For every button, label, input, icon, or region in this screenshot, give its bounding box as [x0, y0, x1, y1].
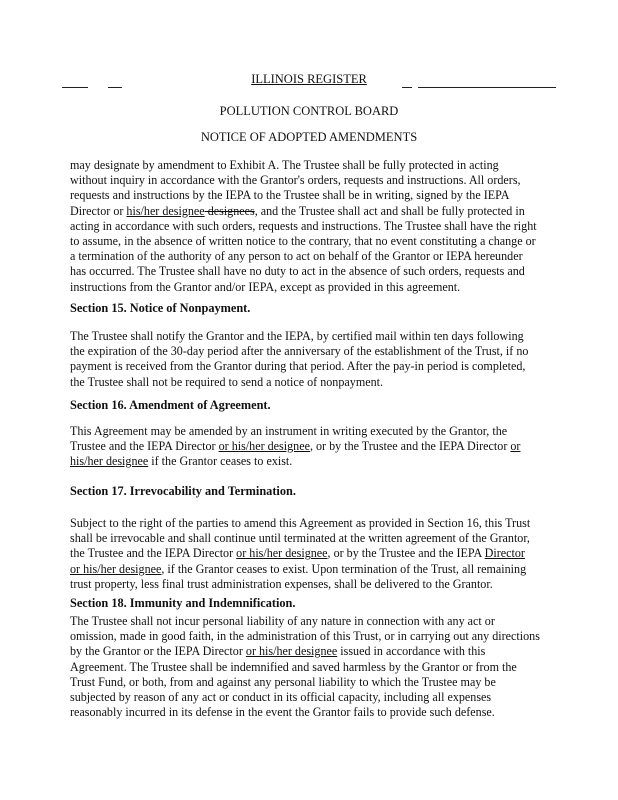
paragraph-trustee-instructions [70, 158, 562, 295]
inserted-text: or his/her designee [245, 644, 338, 659]
text-line [70, 546, 562, 561]
text-line [70, 644, 562, 659]
text-line: may designate by amendment to Exhibit A. The Trustee shall be fully protected in acting [70, 158, 499, 172]
text-run: , or by the Trustee and the IEPA Director [309, 439, 511, 454]
inserted-text: Director [484, 546, 525, 561]
text-line: acting in accordance with such orders, requests and instructions. The Trustee shall have the right [70, 218, 537, 233]
inserted-text: or his/her designee [236, 546, 328, 561]
header-rule-right-2 [418, 87, 556, 88]
text-line [70, 439, 562, 454]
text-line: requests and instructions by the IEPA to the Trustee shall be in writing, signed by the IEPA [70, 188, 510, 203]
text-line: to assume, in the absence of written notice to the contrary, that no event constituting a change or [70, 233, 536, 248]
text-run: , if the Grantor ceases to exist. Upon termination of the Trust, all remaining [161, 561, 527, 576]
section-18-body [70, 614, 562, 720]
inserted-text: his/her designee [70, 454, 149, 469]
text-line: shall be irrevocable and shall continue until terminated at the written agreement of the Grantor, [70, 531, 530, 546]
text-run: if the Grantor ceases to exist. [148, 454, 293, 469]
section-17-heading: Section 17. Irrevocability and Termination. [70, 484, 296, 498]
text-run: issued in accordance with this [337, 644, 486, 659]
text-line: Trust Fund, or both, from and against any personal liability to which the Trustee may be [70, 674, 496, 689]
text-line: omission, made in good faith, in the administration of this Trust, or in carrying out any directions [70, 629, 540, 644]
header-rule-right-1 [402, 87, 412, 88]
header-rule-left [62, 87, 88, 88]
section-16-body [70, 424, 562, 470]
text-line: trust property, less final trust administration expenses, shall be delivered to the Grantor. [70, 576, 493, 591]
notice-title: NOTICE OF ADOPTED AMENDMENTS [200, 130, 418, 144]
text-line: payment is received from the Grantor during that period. After the pay-in period is completed, [70, 359, 526, 374]
text-line: subjected by reason of any act or conduct in its official capacity, including all expenses [70, 689, 492, 704]
inserted-text: or [510, 439, 521, 454]
section-16-heading: Section 16. Amendment of Agreement. [70, 398, 271, 412]
register-title: ILLINOIS REGISTER [251, 72, 367, 86]
board-title: POLLUTION CONTROL BOARD [219, 104, 399, 118]
text-line: has occurred. The Trustee shall have no duty to act in the absence of such orders, requests and [70, 264, 525, 279]
inserted-text: or his/her designee [70, 561, 162, 576]
text-line: The Trustee shall not incur personal liability of any nature in connection with any act or [70, 614, 495, 628]
inserted-text: his/her designee [126, 203, 205, 218]
header-rule-left-2 [108, 87, 122, 88]
text-line: the Trustee shall not be required to send a notice of nonpayment. [70, 374, 384, 389]
text-line: reasonably incurred in its defense in the event the Grantor fails to provide such defense. [70, 705, 495, 720]
text-line: The Trustee shall notify the Grantor and the IEPA, by certified mail within ten days following [70, 329, 524, 343]
text-line [70, 204, 562, 219]
deleted-text: designees [204, 203, 255, 218]
text-line: This Agreement may be amended by an instrument in writing executed by the Grantor, the [70, 424, 508, 438]
section-18-heading: Section 18. Immunity and Indemnification. [70, 596, 296, 610]
section-17-body [70, 516, 562, 592]
text-run: by the Grantor or the IEPA Director [70, 644, 246, 659]
text-line: without inquiry in accordance with the Grantor's orders, requests and instructions. All orders, [70, 173, 521, 188]
text-line: Subject to the right of the parties to amend this Agreement as provided in Section 16, this Trust [70, 516, 531, 530]
text-line: a termination of the authority of any person to act on behalf of the Grantor or IEPA hereunder [70, 249, 523, 264]
text-run: Director or [70, 203, 127, 218]
text-line: instructions from the Grantor and/or IEPA, except as provided in this agreement. [70, 279, 461, 294]
inserted-text: or his/her designee [218, 439, 310, 454]
text-run: Trustee and the IEPA Director [70, 439, 219, 454]
section-15-heading: Section 15. Notice of Nonpayment. [70, 301, 251, 315]
text-line: Agreement. The Trustee shall be indemnified and saved harmless by the Grantor or from the [70, 659, 517, 674]
section-15-body [70, 329, 562, 390]
text-run: the Trustee and the IEPA Director [70, 546, 237, 561]
text-run: , or by the Trustee and the IEPA [327, 546, 485, 561]
text-line [70, 454, 562, 469]
text-line [70, 562, 562, 577]
text-run: , and the Trustee shall act and shall be fully protected in [254, 203, 525, 218]
text-line: the expiration of the 30-day period after the anniversary of the establishment of the Trust, if no [70, 344, 529, 359]
